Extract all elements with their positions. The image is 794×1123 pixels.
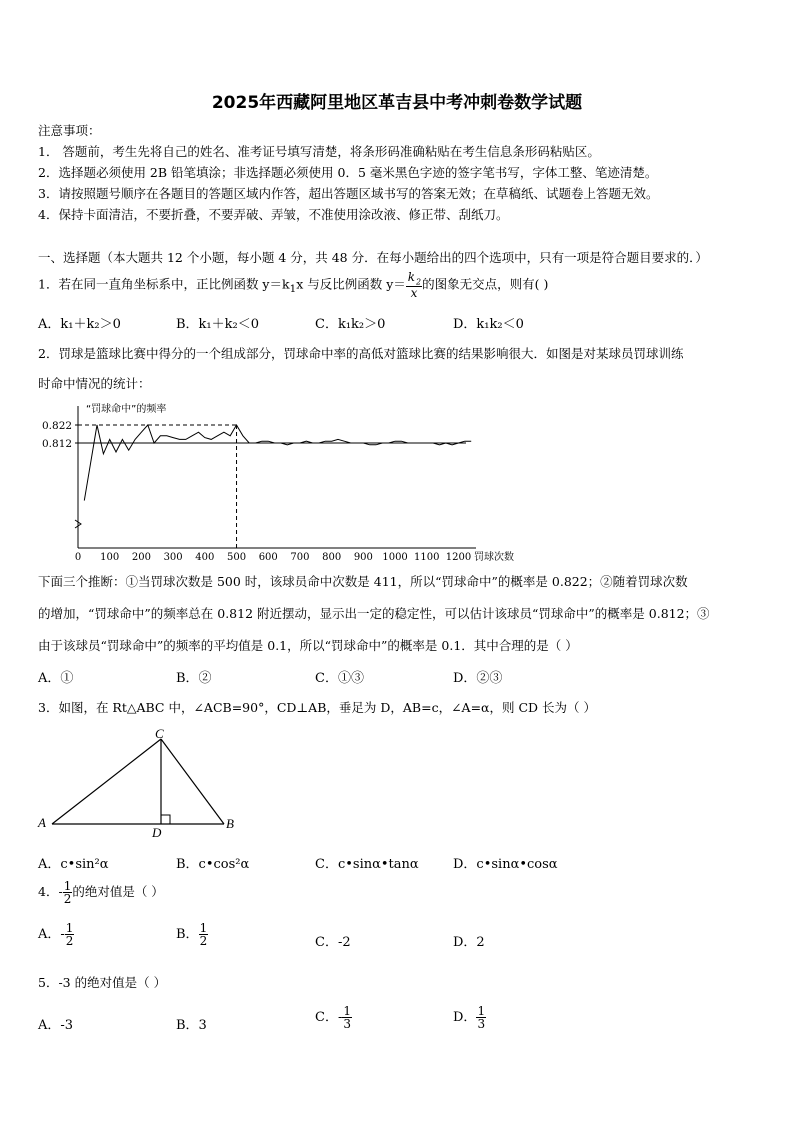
q1-option-a: A．k₁＋k₂＞0	[38, 317, 121, 332]
side-ac	[52, 739, 161, 824]
q4-option-b	[176, 922, 208, 947]
opt-fraction	[65, 922, 75, 947]
q4-option-c: C．-2	[315, 935, 351, 950]
x-tick-label: 600	[258, 552, 278, 563]
frac-num: k	[407, 270, 416, 284]
opt-label: D．	[453, 1010, 477, 1025]
q5-option-a: A．-3	[38, 1018, 74, 1033]
section-heading: 一、选择题（本大题共 12 个小题，每小题 4 分，共 48 分．在每小题给出的四个选项中，只有一项是符合题目要求的．）	[38, 250, 708, 265]
opt-fraction	[476, 1005, 486, 1030]
frequency-series-line	[84, 425, 471, 501]
q2-stem-line2: 时命中情况的统计：	[38, 376, 151, 391]
q5-option-c	[315, 1005, 352, 1030]
triangle-figure	[30, 726, 250, 841]
q4-fraction	[63, 880, 73, 905]
frac-num: 1	[343, 1004, 351, 1018]
q1-text-pre: 1．若在同一直角坐标系中，正比例函数 y＝k	[38, 276, 290, 292]
q4-option-d: D．2	[453, 935, 485, 950]
frac-num-sub: 2	[416, 277, 422, 287]
x-tick-label: 100	[100, 552, 120, 563]
q1-fraction	[406, 271, 422, 299]
q5-option-d	[453, 1005, 486, 1030]
x-tick-label: 1200	[445, 552, 472, 563]
q2-para-line3: 由于该球员“罚球命中”的频率的平均值是 0.1，所以“罚球命中”的概率是 0.1．其中合理的是（ ）	[38, 638, 578, 653]
q4-stem	[38, 880, 164, 905]
opt-label: A．-	[38, 927, 65, 942]
x-tick-label: 1000	[382, 552, 408, 563]
point-d-label: D	[152, 825, 162, 840]
q3-option-b: B．c•cos²α	[176, 857, 250, 872]
frac-den: 3	[477, 1017, 486, 1031]
opt-fraction	[199, 922, 209, 947]
side-bc	[161, 739, 224, 824]
q1-option-c: C．k₁k₂＞0	[315, 317, 386, 332]
q4-pre: 4．-	[38, 884, 63, 899]
notice-item: 1． 答题前，考生先将自己的姓名、准考证号填写清楚，将条形码准确粘贴在考生信息条形码粘贴区。	[38, 144, 600, 159]
frac-den: 2	[199, 934, 208, 948]
q3-option-a: A．c•sin²α	[38, 857, 109, 872]
notice-item: 2．选择题必须使用 2B 铅笔填涂；非选择题必须使用 0．5 毫米黑色字迹的签字笔书写，字体工整、笔迹清楚。	[38, 165, 658, 180]
opt-label: B．	[176, 927, 199, 942]
q1-option-d: D．k₁k₂＜0	[453, 317, 524, 332]
x-tick-label: 800	[322, 552, 342, 563]
x-tick-label: 500	[226, 552, 247, 563]
frac-den: 3	[343, 1017, 351, 1031]
frac-num: 1	[477, 1004, 486, 1018]
q3-option-d: D．c•sinα•cosα	[453, 857, 558, 872]
notice-item: 3．请按照题号顺序在各题目的答题区域内作答，超出答题区域书写的答案无效；在草稿纸、试题卷上答题无效。	[38, 186, 659, 201]
q5-option-b: B．3	[176, 1018, 207, 1033]
opt-fraction	[342, 1005, 352, 1030]
q3-option-c: C．c•sinα•tanα	[315, 857, 419, 872]
q2-para-line1: 下面三个推断：①当罚球次数是 500 时，该球员命中次数是 411，所以“罚球命中”的概率是 0.822；②随着罚球次数	[38, 574, 688, 589]
frac-num: 1	[65, 921, 74, 935]
x-tick-label: 300	[163, 552, 183, 563]
page-title: 2025年西藏阿里地区革吉县中考冲刺卷数学试题	[211, 93, 583, 113]
frac-num: 1	[63, 879, 72, 893]
x-tick-label: 400	[195, 552, 215, 563]
vertex-c-label: C	[155, 726, 164, 741]
q1-text-post: 的图象无交点，则有( )	[422, 276, 549, 292]
x-axis-label: 罚球次数	[474, 552, 514, 563]
x-tick-label: 900	[353, 552, 373, 563]
frequency-chart	[30, 398, 514, 568]
frac-den: x	[410, 286, 418, 301]
notice-item: 4．保持卡面清洁，不要折叠，不要弄破、弄皱，不准使用涂改液、修正带、刮纸刀。	[38, 207, 509, 222]
vertex-b-label: B	[226, 816, 234, 831]
q1-option-b: B．k₁＋k₂＜0	[176, 317, 260, 332]
q4-post: 的绝对值是（ ）	[72, 884, 164, 899]
notice-heading: 注意事项：	[38, 123, 101, 138]
x-tick-label: 200	[131, 552, 151, 563]
right-angle-mark	[161, 815, 170, 824]
x-tick-label: 0	[74, 552, 82, 563]
q5-stem: 5．-3 的绝对值是（ ）	[38, 975, 167, 990]
q2-stem-line1: 2．罚球是篮球比赛中得分的一个组成部分，罚球命中率的高低对篮球比赛的结果影响很大．如图是对某球员罚球训练	[38, 346, 684, 361]
vertex-a-label: A	[38, 815, 46, 830]
x-tick-label: 1100	[414, 552, 440, 563]
frac-num: 1	[199, 921, 208, 935]
frac-den: 2	[65, 934, 74, 948]
y-tick-label: 0.812	[42, 438, 73, 450]
q2-para-line2: 的增加，“罚球命中”的频率总在 0.812 附近摆动，显示出一定的稳定性，可以估计该球员“罚球命中”的概率是 0.812；③	[38, 606, 710, 621]
q2-option-d: D．②③	[453, 671, 503, 686]
q2-option-c: C．①③	[315, 671, 364, 686]
q3-stem: 3．如图，在 Rt△ABC 中，∠ACB=90°，CD⊥AB，垂足为 D，AB=c，∠A=α，则 CD 长为（ ）	[38, 700, 596, 715]
q2-option-a: A．①	[38, 671, 74, 686]
q1-sub: 1	[289, 283, 297, 296]
q2-option-b: B．②	[176, 671, 212, 686]
y-axis-label: “罚球命中”的频率	[86, 404, 167, 415]
opt-label: C．-	[315, 1010, 343, 1025]
frac-den: 2	[63, 892, 72, 906]
question-1-stem	[38, 271, 548, 299]
q4-option-a	[38, 922, 74, 947]
q1-text-mid: x 与反比例函数 y＝	[296, 276, 406, 292]
y-tick-label: 0.822	[42, 420, 73, 432]
x-tick-label: 700	[290, 552, 310, 563]
